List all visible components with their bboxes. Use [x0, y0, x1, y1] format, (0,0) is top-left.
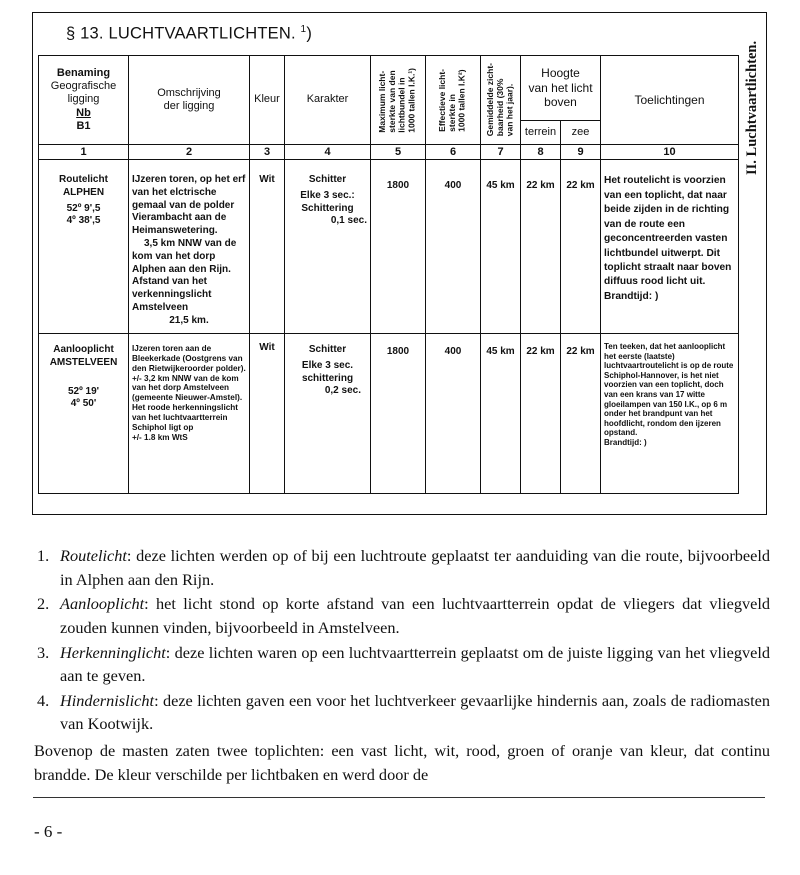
header-col6: Effectieve licht- sterkte in 1000 tallen I.K²): [426, 56, 481, 145]
height-terrain: 22 km: [521, 334, 561, 494]
height-sea: 22 km: [561, 160, 601, 334]
light-name: Routelicht ALPHEN: [59, 174, 108, 198]
visibility: 45 km: [481, 334, 521, 494]
header-col1: Benaming Geografische ligging Nb B1: [39, 56, 129, 145]
lights-table: [38, 55, 739, 494]
height-terrain: 22 km: [521, 160, 561, 334]
light-name: Aanlooplicht AMSTELVEEN: [49, 344, 118, 368]
page-number: - 6 -: [34, 822, 63, 841]
description: IJzeren toren aan de Bleekerkade (Oostgrens van den Rietwijkeroorder polder). +/- 3,2 km NNW van de kom van het dorp Amstelveen (gemeente Nieuwer-Amstel). Het roode herkenningslicht van het luchtvaartterrein Schiphol ligt op +/- 1.8 km WtS: [129, 334, 250, 494]
header-height-group: Hoogte van het licht boven: [521, 56, 601, 121]
explanation: Het routelicht is voorzien van een toplicht, dat naar beide zijden in de richting van de route een geconcentreerden vasten lichtbundel uitwerpt. Dit toplicht straalt naar boven diffuus rood licht uit. Brandtijd: ): [601, 160, 739, 334]
header-col10: Toelichtingen: [601, 56, 739, 145]
table-row: Aanlooplicht AMSTELVEEN 52º 19' 4º 50' IJzeren toren aan de Bleekerkade (Oostgrens van den Rietwijkeroorder polder). +/- 3,2 km NNW van de kom van het dorp Amstelveen (gemeente Nieuwer-Amstel). Het roode herkenningslicht van het luchtvaartterrein Schiphol ligt op +/- 1.8 km WtS Wit Schitter Elke 3 sec. schittering 0,2 sec. 1800 400 45 km 22 km 22 km Ten teeken, dat het aanlooplicht het eerste (laatste) luchtvaartroutelicht is op de route Schiphol-Hannover, is het niet voorzien van een toplicht, doch van een krans van 17 witte gloeilampen van 150 I.K., op 6 m onder het brandpunt van het hoofdlicht, rondom den ijzeren opstand. Brandtijd: ): [39, 334, 739, 494]
visibility: 45 km: [481, 160, 521, 334]
header-col3: Kleur: [250, 56, 285, 145]
column-number-row: 1 2 3 4 5 6 7 8 9 10: [39, 145, 739, 160]
effective-intensity: 400: [426, 160, 481, 334]
height-sea: 22 km: [561, 334, 601, 494]
light-color: Wit: [250, 334, 285, 494]
header-col9: zee: [561, 121, 601, 145]
description: IJzeren toren, op het erf van het elctrische gemaal van de polder Vierambacht aan de Heimanswetering.: [132, 174, 246, 237]
latitude: 52º 9',5: [66, 202, 101, 214]
header-col5: Maximum licht- sterkte van den lichtbundel in 1000 tallen I.K.¹): [371, 56, 426, 145]
note-2: 2. Aanlooplicht: het licht stond op korte afstand van een luchtvaartterrein opdat de vliegers dat vliegveld zouden kunnen vinden, bijvoorbeeld in Amstelveen.: [37, 594, 770, 637]
note-4: 4. Hindernislicht: deze lichten gaven een voor het luchtverkeer gevaarlijke hindernis aan, zoals de radiomasten van Kootwijk.: [37, 690, 770, 734]
footer-rule: [33, 797, 765, 798]
light-color: Wit: [250, 160, 285, 334]
longitude: 4º 38',5: [66, 215, 101, 227]
header-col8: terrein: [521, 121, 561, 145]
max-intensity: 1800: [371, 334, 426, 494]
effective-intensity: 400: [426, 334, 481, 494]
section-title: § 13. LUCHTVAARTLICHTEN. $^1$): [66, 24, 313, 43]
note-3: 3. Herkenninglicht: deze lichten waren op een luchtvaartterrein geplaatst om de juiste ligging van het vliegveld aan te geven.: [37, 642, 770, 686]
header-col7: Gemiddelde zicht- baarheid (30% van het jaar).: [481, 56, 521, 145]
longitude: 4º 50': [70, 398, 97, 410]
header-col4: Karakter: [285, 56, 371, 145]
note-1: 1. Routelicht: deze lichten werden op of bij een luchtroute geplaatst ter aanduiding van die route, bijvoorbeeld in Alphen aan den Rijn.: [37, 546, 770, 589]
table-row: Routelicht ALPHEN 52º 9',5 4º 38',5 IJzeren toren, op het erf van het elctrische gemaal van de polder Vierambacht aan de Heimanswetering. 3,5 km NNW van de kom van het dorp Alphen aan den Rijn. Afstand van het verkenningslicht Amstelveen 21,5 km. Wit Schitter Elke 3 sec.: Schittering 0,1 sec. 1800 400 45 km 22 km 22 km Het routelicht is voorzien van een toplicht, dat naar beide zijden in de richting van de route een geconcentreerden vasten lichtbundel uitwerpt. Dit toplicht straalt naar boven diffuus rood licht uit. Brandtijd: ): [39, 160, 739, 334]
header-col2: Omschrijving der ligging: [129, 56, 250, 145]
max-intensity: 1800: [371, 160, 426, 334]
latitude: 52º 19': [67, 385, 100, 397]
explanation: Ten teeken, dat het aanlooplicht het eerste (laatste) luchtvaartroutelicht is op de route Schiphol-Hannover, is het niet voorzien van een toplicht, doch van een krans van 17 witte gloeilampen van 150 I.K., op 6 m onder het brandpunt van het hoofdlicht, rondom den ijzeren opstand. Brandtijd: ): [601, 334, 739, 494]
footnotes: [34, 544, 770, 786]
body-paragraph: Bovenop de masten zaten twee toplichten: een vast licht, wit, rood, groen of oranje van kleur, dat continu brandde. De kleur verschilde per lichtbaken en werd door de: [34, 741, 770, 784]
